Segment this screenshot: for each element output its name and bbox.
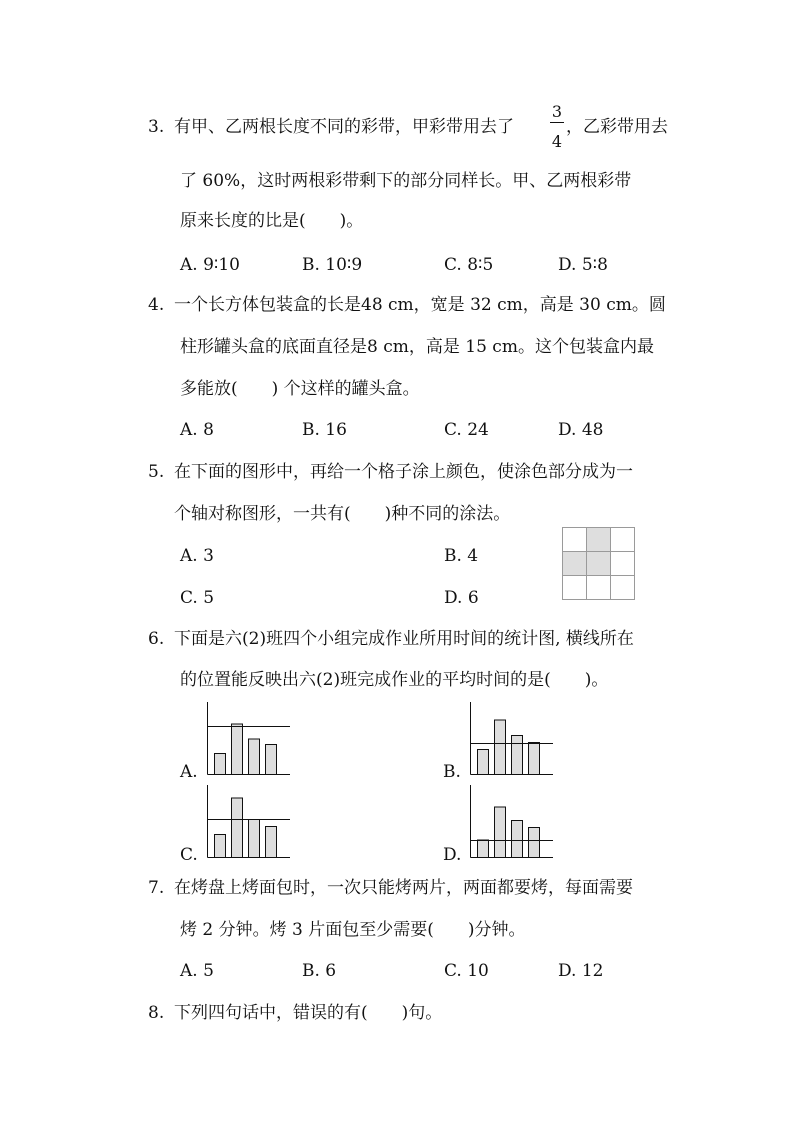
chart-bar bbox=[478, 749, 489, 774]
option-d[interactable]: D. 48 bbox=[558, 420, 604, 440]
question-text: 有甲、乙两根长度不同的彩带，甲彩带用去了 bbox=[174, 117, 514, 137]
chart-label-c[interactable]: C. bbox=[180, 845, 198, 865]
option-b[interactable]: B. 6 bbox=[302, 961, 337, 981]
question-number: 4. bbox=[148, 295, 165, 315]
question-text: 原来长度的比是( )。 bbox=[180, 211, 364, 231]
question-text: 在烤盘上烤面包时，一次只能烤两片，两面都要烤，每面需要 bbox=[174, 878, 633, 898]
chart-bar bbox=[529, 742, 540, 774]
grid-cell bbox=[611, 528, 635, 552]
fraction-bar bbox=[550, 122, 564, 123]
chart-bar bbox=[266, 827, 277, 858]
option-d[interactable]: D. 6 bbox=[444, 588, 479, 608]
fraction-denominator: 4 bbox=[551, 132, 563, 151]
shaded-grid-figure bbox=[562, 527, 636, 601]
chart-bar bbox=[512, 820, 523, 857]
question-text: 的位置能反映出六(2)班完成作业的平均时间的是( )。 bbox=[180, 670, 609, 690]
option-b[interactable]: B. 10∶9 bbox=[302, 255, 363, 275]
question-number: 5. bbox=[148, 462, 165, 482]
question-text: 了 60%，这时两根彩带剩下的部分同样长。甲、乙两根彩带 bbox=[180, 171, 632, 191]
option-d[interactable]: D. 5∶8 bbox=[558, 255, 608, 275]
chart-bar bbox=[495, 807, 506, 857]
question-text: 下列四句话中，错误的有( )句。 bbox=[174, 1003, 443, 1023]
chart-bar bbox=[249, 739, 260, 775]
chart-label-d[interactable]: D. bbox=[443, 845, 462, 865]
chart-bar bbox=[215, 834, 226, 857]
chart-bar bbox=[249, 820, 260, 858]
question-text: ，乙彩带用去 bbox=[566, 117, 668, 137]
chart-bar bbox=[512, 735, 523, 774]
chart-bar bbox=[215, 754, 226, 775]
option-a[interactable]: A. 3 bbox=[180, 546, 214, 566]
question-number: 8. bbox=[148, 1003, 165, 1023]
question-text: 烤 2 分钟。烤 3 片面包至少需要( )分钟。 bbox=[180, 920, 526, 940]
chart-label-a[interactable]: A. bbox=[180, 762, 198, 782]
option-c[interactable]: C. 8∶5 bbox=[444, 255, 494, 275]
grid-cell bbox=[587, 576, 611, 600]
bar-chart-d bbox=[469, 785, 555, 861]
grid-cell bbox=[611, 552, 635, 576]
bar-chart-b bbox=[469, 702, 555, 778]
question-text: 一个长方体包装盒的长是48 cm，宽是 32 cm，高是 30 cm。圆 bbox=[174, 295, 666, 315]
grid-cell-shaded bbox=[587, 552, 611, 576]
question-number: 6. bbox=[148, 629, 165, 649]
grid-cell-shaded bbox=[587, 528, 611, 552]
question-text: 下面是六(2)班四个小组完成作业所用时间的统计图, 横线所在 bbox=[174, 629, 634, 649]
chart-bar bbox=[495, 720, 506, 775]
option-a[interactable]: A. 8 bbox=[180, 420, 214, 440]
question-number: 7. bbox=[148, 878, 165, 898]
question-text: 个轴对称图形，一共有( )种不同的涂法。 bbox=[174, 504, 511, 524]
chart-bar bbox=[529, 827, 540, 857]
bar-chart-a bbox=[206, 702, 292, 778]
fraction-numerator: 3 bbox=[551, 102, 563, 121]
option-a[interactable]: A. 9∶10 bbox=[180, 255, 240, 275]
grid-cell bbox=[611, 576, 635, 600]
grid-cell bbox=[563, 528, 587, 552]
question-number: 3. bbox=[148, 117, 165, 137]
grid-cell-shaded bbox=[563, 552, 587, 576]
bar-chart-c bbox=[206, 785, 292, 861]
grid-cell bbox=[563, 576, 587, 600]
option-c[interactable]: C. 24 bbox=[444, 420, 489, 440]
chart-bar bbox=[478, 840, 489, 858]
option-b[interactable]: B. 16 bbox=[302, 420, 347, 440]
chart-bar bbox=[232, 724, 243, 774]
option-a[interactable]: A. 5 bbox=[180, 961, 214, 981]
option-b[interactable]: B. 4 bbox=[444, 546, 479, 566]
chart-bar bbox=[232, 798, 243, 858]
option-d[interactable]: D. 12 bbox=[558, 961, 604, 981]
option-c[interactable]: C. 5 bbox=[180, 588, 215, 608]
chart-label-b[interactable]: B. bbox=[443, 762, 461, 782]
chart-bar bbox=[266, 744, 277, 774]
question-text: 在下面的图形中，再给一个格子涂上颜色，使涂色部分成为一 bbox=[174, 462, 633, 482]
option-c[interactable]: C. 10 bbox=[444, 961, 489, 981]
question-text: 柱形罐头盒的底面直径是8 cm，高是 15 cm。这个包装盒内最 bbox=[180, 337, 654, 357]
question-text: 多能放( ) 个这样的罐头盒。 bbox=[180, 379, 420, 399]
